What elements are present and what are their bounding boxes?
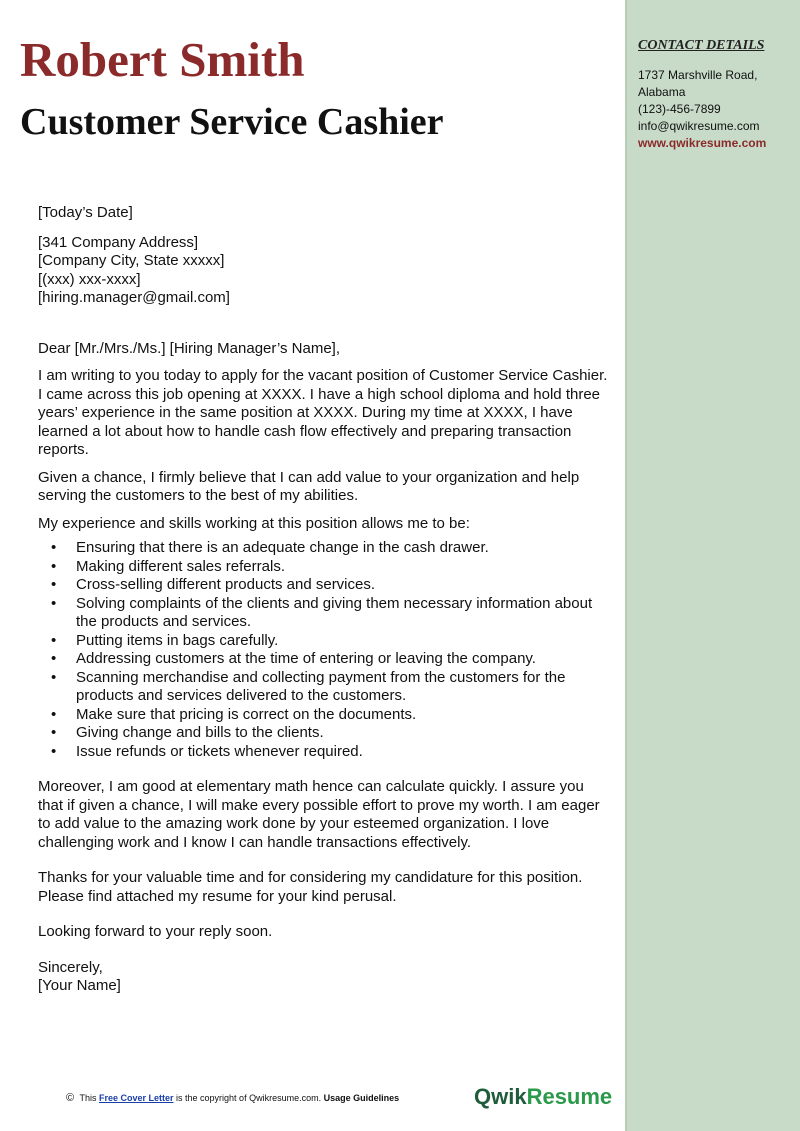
free-cover-letter-link[interactable]: Free Cover Letter <box>98 1093 174 1103</box>
applicant-name: Robert Smith <box>20 32 305 87</box>
website-link[interactable]: www.qwikresume.com <box>638 136 767 150</box>
skill-item: • Scanning merchandise and collecting payment from the customers for the products and services delivered to the customers. <box>76 669 608 706</box>
skill-item: • Solving complaints of the clients and giving them necessary information about the products and services. <box>76 595 608 632</box>
paragraph-value: Given a chance, I firmly believe that I can add value to your organization and help serving the customers to the best of my abilities. <box>38 468 580 504</box>
skill-item: • Addressing customers at the time of entering or leaving the company. <box>76 650 608 669</box>
skills-list <box>38 539 608 761</box>
address-line-1: 1737 Marshville Road, <box>638 68 758 82</box>
email[interactable]: info@qwikresume.com <box>638 119 760 133</box>
job-title: Customer Service Cashier <box>20 101 444 143</box>
signature: [Your Name] <box>38 977 121 994</box>
skill-item: • Make sure that pricing is correct on the documents. <box>76 706 608 725</box>
usage-guidelines[interactable]: Usage Guidelines <box>323 1093 400 1103</box>
logo-part-1: Qwik <box>474 1084 527 1109</box>
copyright-icon: © <box>66 1092 75 1104</box>
address-line-2: Alabama <box>638 85 686 99</box>
paragraph-intro: I am writing to you today to apply for the vacant position of Customer Service Cashier. I came across this job opening at XXXX. I have a high school diploma and hold three years’ experience in the same position at XXXX. During my time at XXXX, I have learned a lot about how to handle cash flow effectively and preparing transaction reports. <box>38 367 608 458</box>
paragraph-math: Moreover, I am good at elementary math hence can calculate quickly. I assure you that if given a chance, I will make every possible effort to prove my worth. I am eager to add value to the amazing work done by your esteemed organization. I love challenging work and I know I can handle transactions effectively. <box>38 778 600 851</box>
skill-item: • Cross-selling different products and services. <box>76 576 608 595</box>
recipient-line: [341 Company Address] <box>38 233 199 251</box>
copyright-footer <box>66 1092 399 1104</box>
recipient-line: [(xxx) xxx-xxxx] <box>38 270 141 288</box>
closing: Sincerely, <box>38 958 103 976</box>
recipient-address <box>38 234 608 308</box>
recipient-line: [hiring.manager@gmail.com] <box>38 289 230 306</box>
paragraph-thanks: Thanks for your valuable time and for considering my candidature for this position. Please find attached my resume for your kind perusal. <box>38 869 583 905</box>
footer-middle: is the copyright of Qwikresume.com. <box>176 1093 322 1103</box>
letter-body <box>38 204 608 996</box>
contact-block <box>638 67 766 152</box>
contact-sidebar <box>625 0 800 1131</box>
skill-item: • Giving change and bills to the clients. <box>76 724 608 743</box>
phone: (123)-456-7899 <box>638 102 721 116</box>
skill-item: • Issue refunds or tickets whenever required. <box>76 743 608 762</box>
skill-item: • Ensuring that there is an adequate change in the cash drawer. <box>76 539 608 558</box>
footer-prefix: This <box>79 1093 97 1103</box>
skill-item: • Making different sales referrals. <box>76 558 608 577</box>
letter-date: [Today’s Date] <box>38 204 133 221</box>
contact-details-heading: CONTACT DETAILS <box>638 38 765 53</box>
qwikresume-logo <box>474 1084 612 1110</box>
paragraph-looking-forward: Looking forward to your reply soon. <box>38 923 273 940</box>
skills-intro: My experience and skills working at this position allows me to be: <box>38 514 470 532</box>
salutation: Dear [Mr./Mrs./Ms.] [Hiring Manager’s Name], <box>38 339 341 357</box>
logo-part-2: Resume <box>526 1084 613 1109</box>
recipient-line: [Company City, State xxxxx] <box>38 252 225 269</box>
skill-item: • Putting items in bags carefully. <box>76 632 608 651</box>
